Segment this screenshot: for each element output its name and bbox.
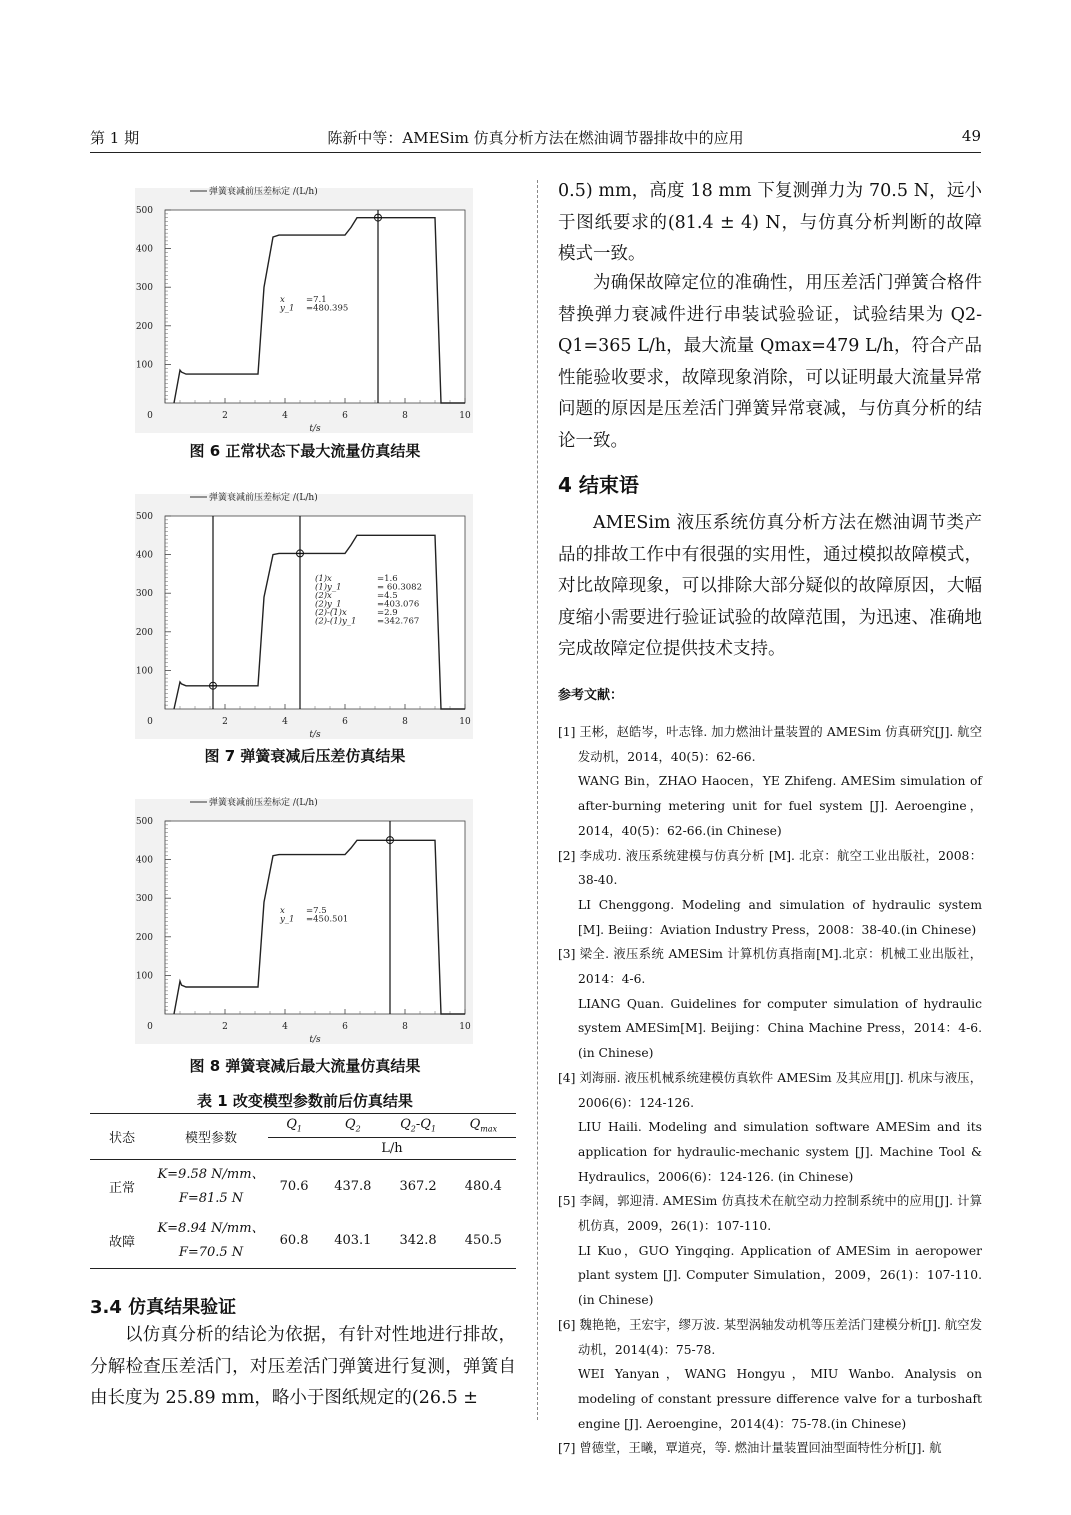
row-state: 故障 [90, 1214, 154, 1269]
references-title: 参考文献： [558, 688, 624, 703]
ref-en: WANG Bin，ZHAO Haocen，YE Zhifeng. AMESim simulation of after-burning metering unit for fuel system [J]. Aeroengine，2014，40(5)：62-66.(in Chinese) [578, 774, 982, 838]
row-dq: 342.8 [385, 1214, 450, 1269]
row-qmax: 480.4 [464, 1179, 502, 1195]
section-3-4-paragraph: 以仿真分析的结论为依据，有针对性地进行排故，分解检查压差活门，对压差活门弹簧进行复测，弹簧自由长度为 25.89 mm，略小于图纸规定的(26.5 ± [90, 1325, 516, 1408]
row-params [154, 1159, 268, 1214]
y-tick-label: 300 [135, 589, 153, 600]
figure-6 [130, 180, 475, 435]
table-row [90, 1159, 516, 1214]
row-params [154, 1214, 268, 1269]
verification-paragraph: 为确保故障定位的准确性，用压差活门弹簧合格件替换弹力衰减件进行串装试验验证，试验结果为 Q2-Q1=365 L/h，最大流量 Qmax=479 L/h，符合产品性能验收要求，故障现象消除，可以证明最大流量异常问题的原因是压差活门弹簧异常衰减，与仿真分析的结论一致。 [558, 273, 982, 451]
issue-label: 第 1 期 [90, 129, 140, 147]
ref-en: LI Chenggong. Modeling and simulation of hydraulic system [M]. Beiing：Aviation Industry Press，2008：38-40.(in Chinese) [578, 897, 982, 937]
header-q2: $Q_2$ [320, 1114, 385, 1138]
readout-value: =4.5 [377, 591, 398, 601]
readout-value: =1.6 [377, 574, 398, 584]
ref-cn: [2] 李成功. 液压系统建模与仿真分析 [M]. 北京：航空工业出版社，2008：38-40. [558, 848, 982, 888]
readout-label: (2)-(1)x [315, 608, 347, 618]
param-k: K=8.94 N/mm、 [157, 1220, 265, 1236]
x-axis-label: t/s [309, 424, 321, 434]
y-tick-label: 500 [135, 512, 153, 522]
column-divider [537, 180, 538, 1420]
y-tick-label: 100 [135, 971, 153, 982]
unit-label: L/h [268, 1137, 516, 1159]
readout-label: (1)y_1 [315, 582, 342, 593]
ref-en: WEI Yanyan，WANG Hongyu，MIU Wanbo. Analysis on modeling of constant pressure difference valve for a turboshaft engine [J]. Aeroengine，2014(4)：75-78.(in Chinese) [578, 1367, 982, 1431]
legend-label: 弹簧衰减前压差标定 /(L/h) [209, 493, 318, 503]
readout-label: (1)x [315, 574, 332, 584]
row-q1: 60.8 [268, 1214, 320, 1269]
x-tick-label: 6 [342, 411, 348, 421]
figure-8-caption: 图 8 弹簧衰减后最大流量仿真结果 [189, 1057, 421, 1075]
readout-value: =480.395 [306, 303, 349, 314]
readout-label: x [280, 295, 285, 305]
x-tick-label: 2 [222, 1022, 228, 1032]
figure-8 [130, 791, 475, 1046]
section-4-heading: 4 结束语 [558, 473, 639, 497]
reference-item [558, 720, 982, 844]
x-tick-label: 8 [402, 411, 408, 421]
y-tick-label: 300 [135, 283, 153, 294]
readout-label: y_1 [280, 303, 295, 314]
y-tick-label: 100 [135, 666, 153, 677]
param-f: F=70.5 N [178, 1244, 244, 1260]
header-qmax: $Q_{max}$ [451, 1114, 516, 1138]
legend-label: 弹簧衰减前压差标定 /(L/h) [209, 187, 318, 197]
x-tick-label: 0 [147, 1022, 153, 1032]
reference-item [558, 1436, 982, 1461]
readout-label: x [280, 906, 285, 916]
y-tick-label: 200 [135, 627, 153, 638]
x-tick-label: 2 [222, 717, 228, 727]
y-tick-label: 300 [135, 894, 153, 905]
x-tick-label: 6 [342, 717, 348, 727]
y-tick-label: 500 [135, 206, 153, 216]
readout-value: =342.767 [377, 616, 420, 627]
readout-value: =7.1 [306, 295, 327, 305]
readout-value: =403.076 [377, 599, 420, 610]
reference-item [558, 942, 982, 1066]
y-tick-label: 100 [135, 360, 153, 371]
row-q1: 70.6 [279, 1179, 309, 1195]
running-header [90, 123, 981, 153]
ref-cn: [1] 王彬，赵皓岑，叶志锋. 加力燃油计量装置的 AMESim 仿真研究[J]. 航空发动机，2014，40(5)：62-66. [558, 725, 982, 764]
ref-en: LIU Haili. Modeling and simulation software AMESim and its application for hydraulic-mechanic system [J]. Machine Tool & Hydraulics，2006(6)：124-126. (in Chinese) [578, 1120, 982, 1184]
table-1 [90, 1113, 516, 1269]
readout-value: =450.501 [306, 914, 349, 925]
x-tick-label: 8 [402, 1022, 408, 1032]
x-tick-label: 10 [459, 411, 471, 421]
row-q2: 403.1 [320, 1214, 385, 1269]
param-f: F=81.5 N [178, 1190, 244, 1206]
x-tick-label: 4 [282, 411, 288, 421]
x-tick-label: 0 [147, 717, 153, 727]
header-dq: $Q_2-Q_1$ [385, 1114, 450, 1138]
x-tick-label: 4 [282, 1022, 288, 1032]
reference-item [558, 1189, 982, 1313]
x-axis-label: t/s [309, 1035, 321, 1045]
running-title: 陈新中等：AMESim 仿真分析方法在燃油调节器排故中的应用 [327, 129, 744, 147]
readout-label: (2)-(1)y_1 [315, 616, 357, 627]
figure-7-chart [130, 486, 475, 741]
header-rule [90, 152, 981, 153]
ref-en: LI Kuo，GUO Yingqing. Application of AMESim in aeropower plant system [J]. Computer Simulation，2009，26(1)：107-110.(in Chinese) [578, 1243, 982, 1308]
x-tick-label: 10 [459, 1022, 471, 1032]
continued-paragraph: 0.5) mm，高度 18 mm 下复测弹力为 70.5 N，远小于图纸要求的(81.4 ± 4) N，与仿真分析判断的故障模式一致。 [558, 181, 982, 264]
table-row [90, 1214, 516, 1269]
x-tick-label: 10 [459, 717, 471, 727]
figure-6-caption: 图 6 正常状态下最大流量仿真结果 [189, 442, 421, 460]
readout-label: y_1 [280, 914, 295, 925]
row-state: 正常 [108, 1181, 135, 1197]
readout-value: =2.9 [377, 608, 398, 618]
header-q1: $Q_1$ [268, 1114, 320, 1138]
ref-cn: [7] 曾德堂，王曦，覃道亮，等. 燃油计量装置回油型面特性分析[J]. 航 [558, 1441, 942, 1456]
readout-value: = 60.3082 [377, 582, 422, 593]
readout-label: (2)y_1 [315, 599, 342, 610]
x-tick-label: 6 [342, 1022, 348, 1032]
legend-label: 弹簧衰减前压差标定 /(L/h) [209, 798, 318, 808]
figure-7 [130, 486, 475, 741]
row-qmax: 450.5 [451, 1214, 516, 1269]
header-params: 模型参数 [154, 1114, 268, 1160]
row-q2: 437.8 [334, 1179, 372, 1195]
section-3-4-heading: 3.4 仿真结果验证 [90, 1297, 237, 1318]
ref-cn: [4] 刘海丽. 液压机械系统建模仿真软件 AMESim 及其应用[J]. 机床与液压，2006(6)：124-126. [558, 1070, 982, 1110]
x-tick-label: 0 [147, 411, 153, 421]
table-1-title: 表 1 改变模型参数前后仿真结果 [197, 1092, 413, 1110]
readout-value: =7.5 [306, 906, 327, 916]
y-tick-label: 200 [135, 321, 153, 332]
y-tick-label: 400 [135, 244, 153, 255]
y-tick-label: 500 [135, 817, 153, 827]
figure-7-caption: 图 7 弹簧衰减后压差仿真结果 [204, 747, 406, 765]
x-tick-label: 8 [402, 717, 408, 727]
figure-8-chart [130, 791, 475, 1046]
reference-item [558, 844, 982, 943]
x-tick-label: 2 [222, 411, 228, 421]
reference-item [558, 1066, 982, 1190]
y-tick-label: 400 [135, 550, 153, 561]
x-tick-label: 4 [282, 717, 288, 727]
row-dq: 367.2 [399, 1179, 437, 1195]
ref-cn: [5] 李阔，郭迎清. AMESim 仿真技术在航空动力控制系统中的应用[J]. 计算机仿真，2009，26(1)：107-110. [558, 1194, 982, 1234]
ref-en: LIANG Quan. Guidelines for computer simulation of hydraulic system AMESim[M]. Beijing：China Machine Press，2014：4-6.(in Chinese) [578, 996, 982, 1061]
figure-6-chart [130, 180, 475, 435]
references-list [558, 720, 982, 1461]
y-tick-label: 400 [135, 855, 153, 866]
ref-cn: [6] 魏艳艳，王宏宇，缪万波. 某型涡轴发动机等压差活门建模分析[J]. 航空发动机，2014(4)：75-78. [558, 1317, 982, 1357]
header-state: 状态 [90, 1114, 154, 1160]
readout-label: (2)x [315, 591, 332, 601]
reference-item [558, 1313, 982, 1437]
y-tick-label: 200 [135, 932, 153, 943]
page-number: 49 [961, 127, 981, 145]
ref-cn: [3] 梁全. 液压系统 AMESim 计算机仿真指南[M].北京：机械工业出版社，2014：4-6. [558, 947, 982, 987]
param-k: K=9.58 N/mm、 [157, 1166, 265, 1182]
conclusion-paragraph: AMESim 液压系统仿真分析方法在燃油调节类产品的排故工作中有很强的实用性，通过模拟故障模式，对比故障现象，可以排除大部分疑似的故障原因，大幅度缩小需要进行验证试验的故障范围，为迅速、准确地完成故障定位提供技术支持。 [558, 513, 982, 659]
x-axis-label: t/s [309, 730, 321, 740]
